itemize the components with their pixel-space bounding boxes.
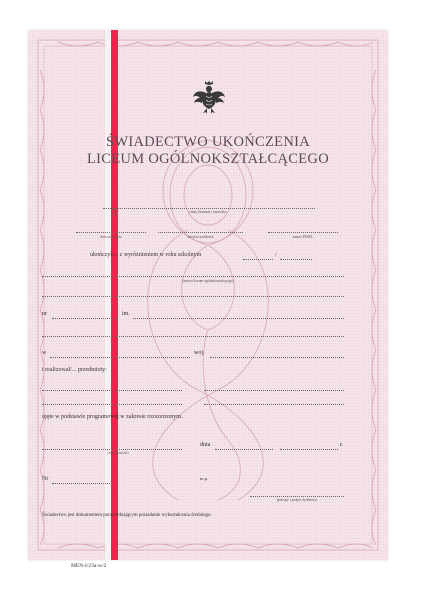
year-suffix: r. [340,442,344,448]
birth-date-field-line[interactable] [76,232,146,233]
patron-line[interactable] [133,318,344,319]
subjects-line-1-left[interactable] [42,390,182,391]
subjects-label: i realizował/... przedmioty: [42,367,107,373]
school-number-label: nr [42,311,47,317]
director-signature-line[interactable] [250,496,344,497]
certificate-number-label: Nr [42,476,49,482]
birth-date-caption: data urodzenia [100,235,122,239]
footer-note: Świadectwo jest dokumentem potwierdzającym posiadanie wykształcenia średniego. [42,513,212,518]
pesel-caption: numer PESEL [292,235,314,239]
certificate-sheet [28,30,388,560]
issue-place-line[interactable] [42,449,182,450]
name-caption: (imię (imiona) i nazwisko [189,210,227,214]
name-field-line[interactable] [103,208,315,209]
school-number-line[interactable] [52,318,118,319]
school-name-line-1[interactable] [42,276,344,277]
school-name-caption: (nazwa liceum ogólnokształcącego) [182,279,234,283]
birth-place-field-line[interactable] [158,232,243,233]
voivodeship-line[interactable] [210,357,344,358]
director-signature-caption: (pieczęć i podpis dyrektora) [276,498,318,502]
security-stripe-red [111,30,118,560]
school-year-from-line[interactable] [243,259,273,260]
patron-label: im. [122,311,130,317]
date-label: dnia [200,442,211,448]
subjects-line-2-left[interactable] [42,404,182,405]
form-code: MEN-I/23a-w/2 [71,563,107,569]
polish-eagle-emblem [191,78,227,116]
certificate-number-line[interactable] [52,483,112,484]
school-name-line-2[interactable] [42,296,344,297]
birth-place-caption: miejsce urodzenia [187,235,214,239]
school-year-to-line[interactable] [280,259,312,260]
certificate-title-line2: LICEUM OGÓLNOKSZTAŁCĄCEGO [87,151,329,167]
town-line[interactable] [50,357,190,358]
pesel-field-line[interactable] [268,232,338,233]
voivodeship-label: woj. [194,350,205,356]
extended-scope-statement: ujęte w podstawie programowej w zakresie rozszerzonym. [42,414,183,420]
issue-place-caption: (miejscowość) [107,451,129,455]
subjects-line-2-right[interactable] [204,404,344,405]
issue-date-line[interactable] [215,449,273,450]
issue-year-line[interactable] [280,449,338,450]
stamp-place-label: m.p. [200,476,209,481]
town-label: w [42,350,47,356]
subjects-line-1-right[interactable] [204,390,344,391]
completed-statement: ukończył/... z wyróżnieniem w roku szkolnym [90,252,202,258]
certificate-title-line1: ŚWIADECTWO UKOŃCZENIA [105,134,311,150]
patron-line-2[interactable] [42,336,344,337]
school-year-slash: / [275,252,277,258]
